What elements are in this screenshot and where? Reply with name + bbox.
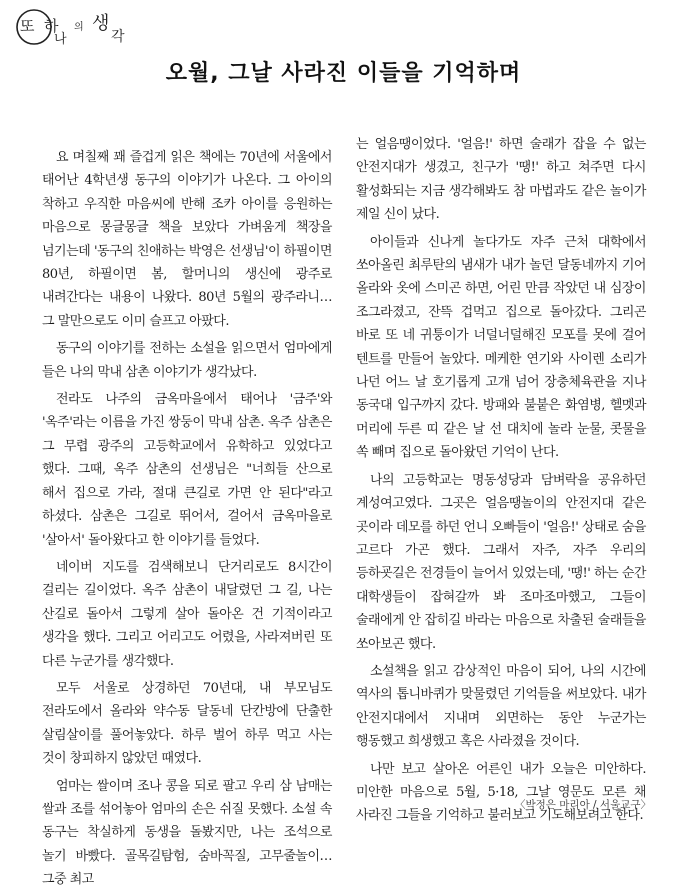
- right-column: [356, 133, 646, 832]
- paragraph: 모두 서울로 상경하던 70년대, 내 부모님도 전라도에서 올라와 약수동 달동네 단칸방에 단출한 살림살이를 풀어놓았다. 하루 벌어 하루 먹고 사는 것이 창피하지 않았던 때였다.: [42, 680, 332, 767]
- logo-char: 하: [44, 17, 59, 35]
- logo-char: 의: [74, 22, 84, 33]
- logo-char: 생: [92, 13, 110, 34]
- paragraph: 엄마는 쌀이며 조나 콩을 되로 팔고 우리 삼 남매는 쌀과 조를 섞어놓아 엄마의 손은 쉬질 못했다. 소설 속 동구는 착실하게 동생을 돌봤지만, 나는 조석으로 놀기 바빴다. 골목길탐험, 숨바꼭질, 고무줄놀이… 그중 최고: [42, 778, 332, 888]
- left-column: [42, 146, 332, 896]
- paragraph: 소설책을 읽고 감상적인 마음이 되어, 나의 시간에 역사의 톱니바퀴가 맞물렸던 기억들을 써보았다. 내가 안전지대에서 지내며 외면하는 동안 누군가는 행동했고 희생했고 혹은 사라졌을 것이다.: [356, 663, 646, 750]
- logo-char: 또: [20, 17, 35, 35]
- paragraph: 나만 보고 살아온 어른인 내가 오늘은 미안하다. 미안한 마음으로 5월, 5·18, 그날 영문도 모른 채 사라진 그들을 기억하고 불러보고 기도해보려고 한다.: [356, 761, 646, 824]
- paragraph: 동구의 이야기를 전하는 소설을 읽으면서 엄마에게 들은 나의 막내 삼촌 이야기가 생각났다.: [42, 341, 332, 380]
- article-title: 오월, 그날 사라진 이들을 기억하며: [165, 61, 522, 86]
- logo-char: 나: [54, 32, 67, 47]
- paragraph: 아이들과 신나게 놀다가도 자주 근처 대학에서 쏘아올린 최루탄의 냄새가 내가 놀던 달동네까지 기어 올라와 옷에 스미곤 하면, 어린 만큼 작았던 내 심장이 조그라졌고, 잔뜩 겁먹고 집으로 돌아갔다. 그리곤 바로 또 네 귀퉁이가 너덜너덜해진 모포를 못에 걸어 텐트를 만들어 놀았다. 메케한 연기와 사이렌 소리가 나던 어느 날 호기롭게 고개 넘어 장충체육관을 지나 동국대 입구까지 갔다. 방패와 불붙은 화염병, 헬멧과 머리에 두른 띠 같은 날 선 대치에 놀라 눈물, 콧물을 쏙 빼며 집으로 돌아왔던 기억이 난다.: [356, 234, 646, 461]
- logo-char: 각: [111, 29, 125, 45]
- paragraph: 나의 고등학교는 명동성당과 담벼락을 공유하던 계성여고였다. 그곳은 얼음땡놀이의 안전지대 같은 곳이라 데모를 하던 언니 오빠들이 '얼음!' 상태로 숨을 고르다 가곤 했다. 그래서 자주, 자주 우리의 등하굣길은 전경들이 늘어서 있었는데, '땡!' 하는 순간 대학생들이 잡혀갈까 봐 조마조마했고, 그들이 술래에게 안 잡히길 바라는 마음으로 차출된 술래들을 쏘아보곤 했다.: [356, 472, 646, 652]
- paragraph: 요 며칠째 꽤 즐겁게 읽은 책에는 70년에 서울에서 태어난 4학년생 동구의 이야기가 나온다. 그 아이의 착하고 우직한 마음씨에 반해 조카 아이를 응원하는 마음으로 몽글몽글 책을 보았다 가벼움게 책장을 넘기는데 '동구의 친애하는 박영은 선생님'이 하필이면 80년, 하필이면 봄, 할머니의 생신에 광주로 내려간다는 내용이 나왔다. 80년 5월의 광주라니… 그 말만으로도 이미 슬프고 아팠다.: [42, 150, 332, 329]
- paragraph: 전라도 나주의 금옥마을에서 태어나 '금주'와 '옥주'라는 이름을 가진 쌍둥이 막내 삼촌. 옥주 삼촌은 그 무렵 광주의 고등학교에서 유학하고 있었다고 했다. 그때, 옥주 삼촌의 선생님은 "너희들 산으로 해서 집으로 가라, 절대 큰길로 가면 안 된다"라고 하셨다. 삼촌은 그길로 뛰어서, 걸어서 금옥마을로 '살아서' 돌아왔다고 한 이야기를 들었다.: [42, 392, 332, 548]
- author-byline: 〈박정은 마리아 / 서울교구〉: [515, 799, 651, 811]
- paragraph: 네이버 지도를 검색해보니 단거리로도 8시간이 걸리는 길이었다. 옥주 삼촌이 내달렸던 그 길, 나는 산길로 돌아서 그렇게 살아 돌아온 건 기적이라고 생각을 했다. 그리고 어리고도 어렸을, 사라져버린 또 다른 누군가를 생각했다.: [42, 559, 332, 669]
- column-logo: [14, 6, 136, 50]
- paragraph-continuation: 는 얼음땡이었다. '얼음!' 하면 술래가 잡을 수 없는 안전지대가 생겼고, 친구가 '땡!' 하고 쳐주면 다시 활성화되는 지금 생각해봐도 참 마법과도 같은 놀이가 제일 신이 났다.: [356, 137, 646, 223]
